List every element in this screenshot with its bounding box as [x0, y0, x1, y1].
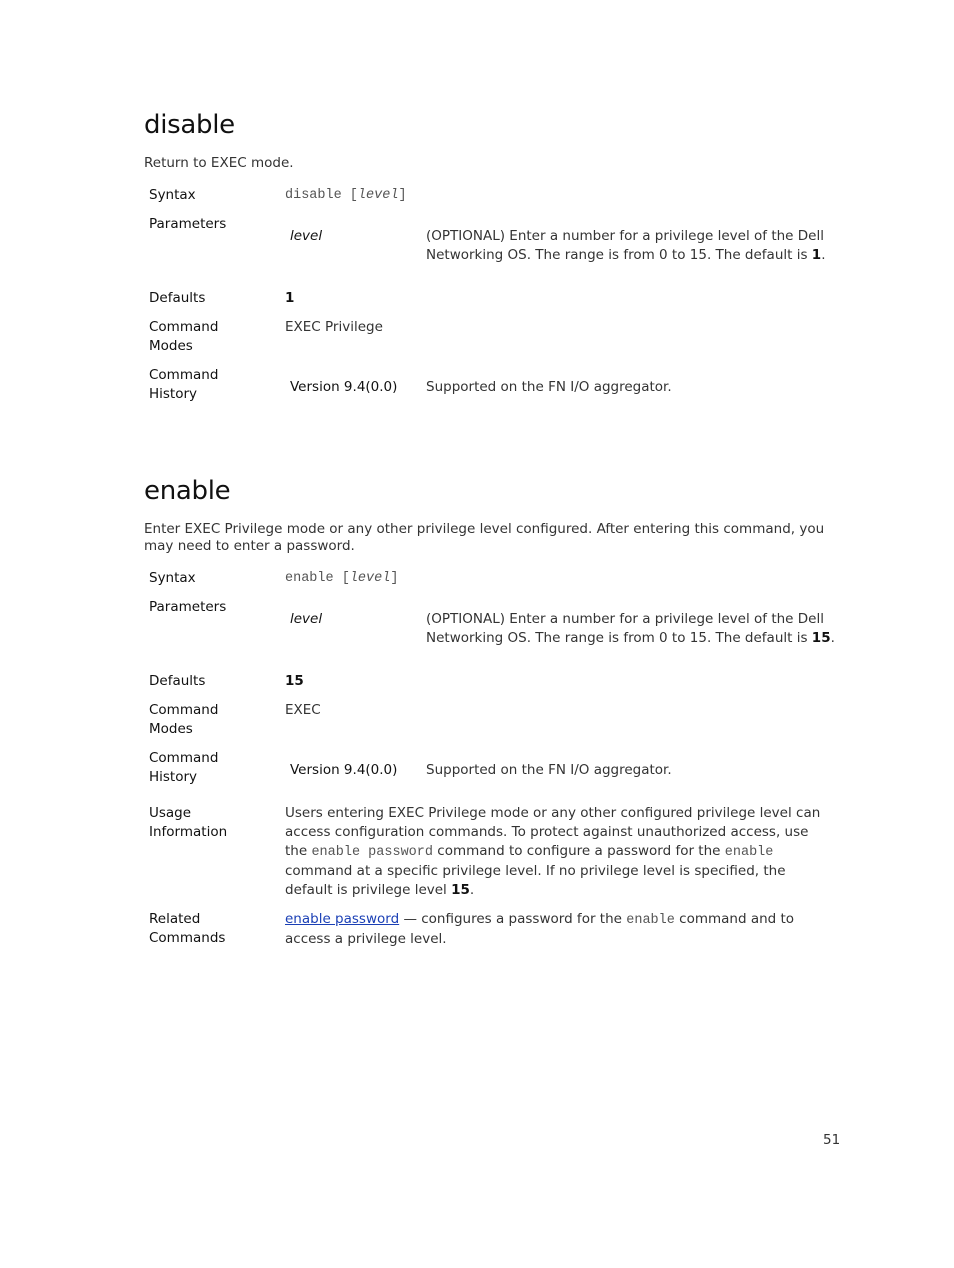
- history-version: Version 9.4(0.0): [290, 762, 398, 778]
- syntax-label: Syntax: [149, 187, 196, 203]
- param-description: [426, 227, 836, 265]
- param-desc-text: (OPTIONAL) Enter a number for a privilege level of the Dell Networking OS. The range is from 0 to 15. The default is: [426, 228, 824, 263]
- usage-label: [149, 804, 279, 842]
- history-label-line1: Command: [149, 750, 219, 766]
- related-commands: [285, 910, 830, 949]
- syntax-value: [285, 186, 840, 205]
- history-label: [149, 366, 279, 404]
- defaults-label: Defaults: [149, 290, 206, 306]
- param-period: .: [830, 630, 835, 646]
- modes-label: [149, 318, 279, 356]
- usage-period: .: [469, 882, 475, 898]
- parameters-label: Parameters: [149, 599, 227, 615]
- history-label-line2: History: [149, 769, 198, 785]
- usage-text: command to configure a password for the: [432, 843, 725, 859]
- related-text: — configures a password for the: [399, 911, 627, 927]
- syntax-label: Syntax: [149, 570, 196, 586]
- param-desc-text: (OPTIONAL) Enter a number for a privilege level of the Dell Networking OS. The range is from 0 to 15. The default is: [426, 611, 824, 646]
- param-default-value: 15: [811, 630, 831, 646]
- disable-parameters-row: [149, 215, 839, 275]
- defaults-label: Defaults: [149, 673, 206, 689]
- modes-label-line1: Command: [149, 319, 219, 335]
- history-version: Version 9.4(0.0): [290, 379, 398, 395]
- related-label-line1: Related: [149, 911, 201, 927]
- syntax-bracket: ]: [390, 571, 399, 586]
- usage-label-line2: Information: [149, 824, 228, 840]
- history-label: [149, 749, 279, 787]
- history-label-line2: History: [149, 386, 198, 402]
- page-number: 51: [823, 1132, 841, 1148]
- modes-label-line2: Modes: [149, 338, 193, 354]
- usage-text: command at a specific privilege level. If no privilege level is specified, the default is privilege level: [285, 863, 786, 898]
- disable-section: [144, 110, 838, 402]
- related-label: [149, 910, 279, 948]
- syntax-command: disable [: [285, 188, 358, 203]
- enable-parameters-row: [149, 598, 839, 658]
- enable-section: [144, 476, 838, 947]
- history-description: Supported on the FN I/O aggregator.: [426, 762, 672, 778]
- disable-description: Return to EXEC mode.: [144, 155, 294, 171]
- modes-label-line2: Modes: [149, 721, 193, 737]
- usage-default-level: 15: [451, 882, 470, 898]
- related-code-enable: enable: [626, 913, 675, 928]
- parameters-label: Parameters: [149, 216, 227, 232]
- param-name: level: [290, 228, 323, 244]
- usage-code-enable-password: enable password: [311, 845, 433, 860]
- history-description: Supported on the FN I/O aggregator.: [426, 379, 672, 395]
- syntax-argument: level: [349, 571, 391, 586]
- defaults-value: 15: [285, 673, 304, 689]
- syntax-value: [285, 569, 840, 588]
- syntax-bracket: ]: [398, 188, 407, 203]
- param-period: .: [821, 247, 826, 263]
- modes-label: [149, 701, 279, 739]
- param-description: [426, 610, 836, 648]
- history-label-line1: Command: [149, 367, 219, 383]
- usage-text: Users entering EXEC Privilege mode or any other configured privilege level can access configuration commands. To protect against unauthorized access, use the: [285, 805, 821, 859]
- usage-label-line1: Usage: [149, 805, 192, 821]
- section-title-disable: disable: [144, 110, 235, 140]
- section-title-enable: enable: [144, 476, 231, 506]
- syntax-argument: level: [357, 188, 399, 203]
- param-name: level: [290, 611, 323, 627]
- related-text: command and to access a privilege level.: [285, 911, 795, 947]
- enable-description: Enter EXEC Privilege mode or any other privilege level configured. After entering this command, you may need to enter a password.: [144, 521, 825, 554]
- usage-information: [285, 804, 830, 900]
- modes-label-line1: Command: [149, 702, 219, 718]
- modes-value: EXEC Privilege: [285, 319, 383, 335]
- param-default-value: 1: [811, 247, 822, 263]
- modes-value: EXEC: [285, 702, 321, 718]
- related-link-enable-password[interactable]: enable password: [285, 911, 400, 927]
- usage-code-enable: enable: [724, 845, 774, 860]
- defaults-value: 1: [285, 290, 295, 306]
- related-label-line2: Commands: [149, 930, 226, 946]
- syntax-command: enable [: [285, 571, 350, 586]
